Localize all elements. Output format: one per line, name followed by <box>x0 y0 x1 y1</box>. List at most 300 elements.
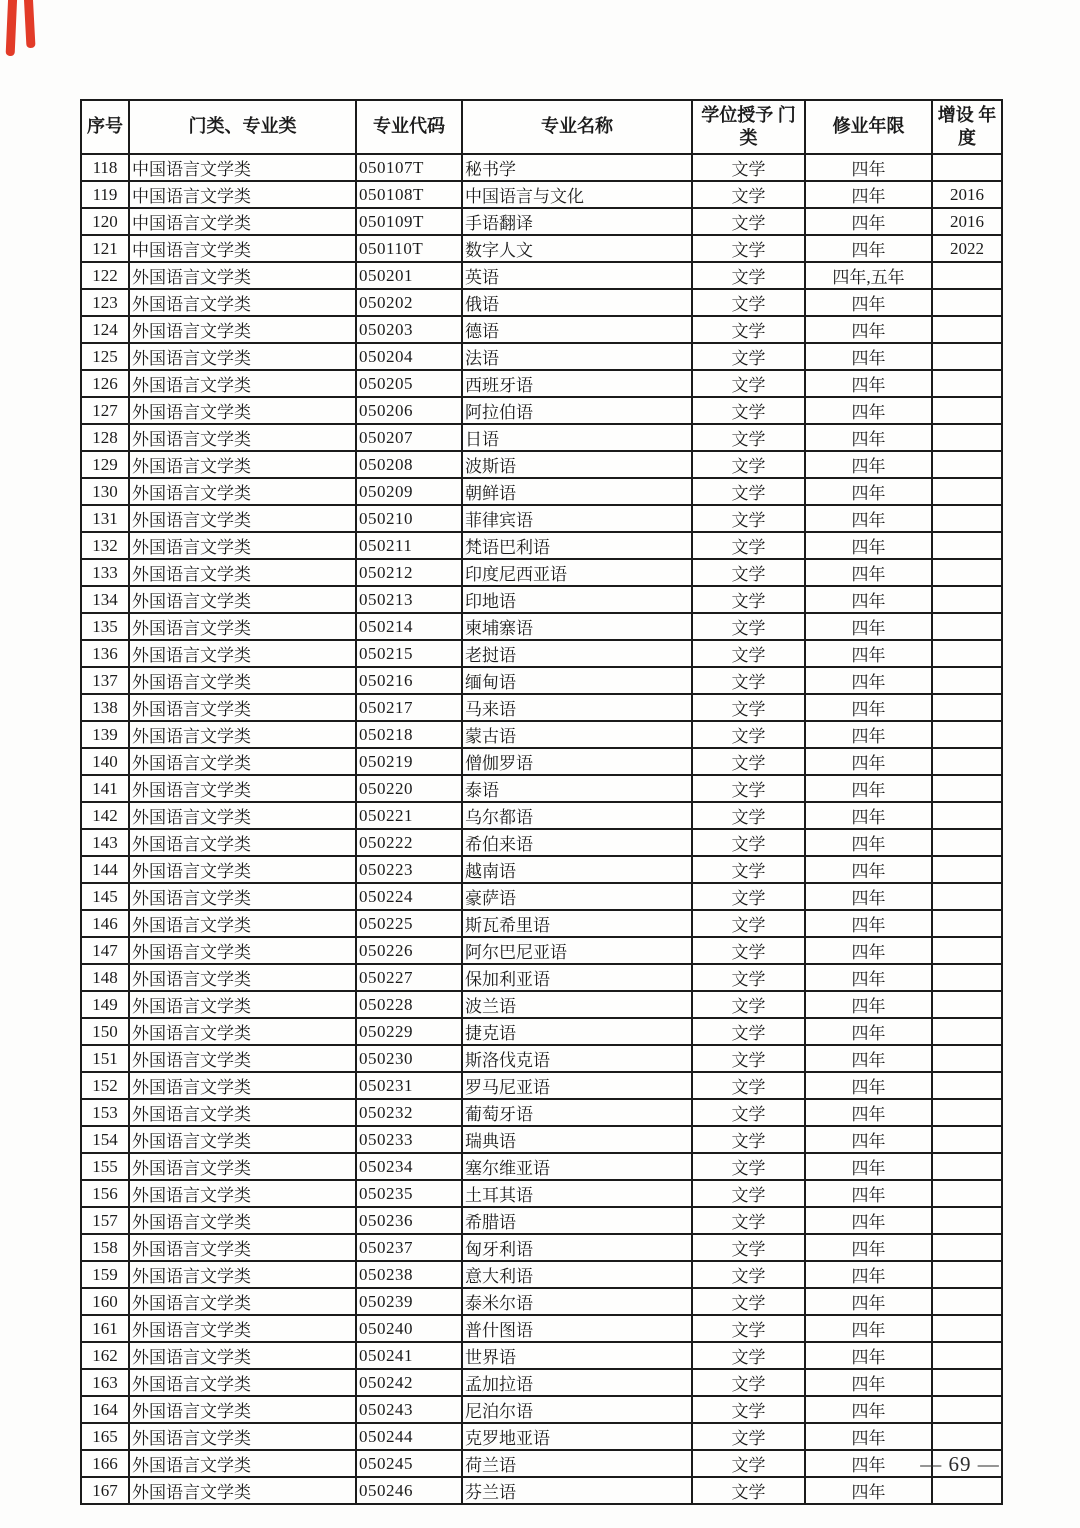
cell-code: 050219 <box>356 748 462 775</box>
cell-year <box>932 1153 1002 1180</box>
table-row <box>81 1369 1002 1396</box>
cell-duration: 四年 <box>805 1450 932 1477</box>
cell-name: 越南语 <box>462 856 692 883</box>
cell-year: 2016 <box>932 208 1002 235</box>
cell-name: 缅甸语 <box>462 667 692 694</box>
cell-year <box>932 802 1002 829</box>
cell-degree: 文学 <box>692 154 805 181</box>
cell-name: 泰米尔语 <box>462 1288 692 1315</box>
cell-index: 132 <box>81 532 129 559</box>
cell-duration: 四年 <box>805 505 932 532</box>
cell-duration: 四年 <box>805 1261 932 1288</box>
cell-code: 050232 <box>356 1099 462 1126</box>
cell-index: 151 <box>81 1045 129 1072</box>
cell-degree: 文学 <box>692 478 805 505</box>
cell-degree: 文学 <box>692 1315 805 1342</box>
red-stroke-mark <box>23 0 35 48</box>
cell-category: 外国语言文学类 <box>129 1477 356 1504</box>
cell-name: 日语 <box>462 424 692 451</box>
cell-degree: 文学 <box>692 343 805 370</box>
table-row <box>81 1450 1002 1477</box>
cell-category: 外国语言文学类 <box>129 505 356 532</box>
cell-index: 121 <box>81 235 129 262</box>
cell-name: 荷兰语 <box>462 1450 692 1477</box>
cell-code: 050109T <box>356 208 462 235</box>
table-row <box>81 424 1002 451</box>
cell-duration: 四年 <box>805 181 932 208</box>
table-row <box>81 640 1002 667</box>
cell-duration: 四年 <box>805 1099 932 1126</box>
cell-name: 俄语 <box>462 289 692 316</box>
cell-name: 尼泊尔语 <box>462 1396 692 1423</box>
cell-index: 143 <box>81 829 129 856</box>
cell-index: 159 <box>81 1261 129 1288</box>
cell-code: 050225 <box>356 910 462 937</box>
table-row <box>81 667 1002 694</box>
cell-degree: 文学 <box>692 1288 805 1315</box>
table-body <box>81 154 1002 1504</box>
table-row <box>81 1180 1002 1207</box>
cell-degree: 文学 <box>692 451 805 478</box>
cell-duration: 四年 <box>805 451 932 478</box>
table-row <box>81 1261 1002 1288</box>
cell-code: 050201 <box>356 262 462 289</box>
cell-name: 秘书学 <box>462 154 692 181</box>
cell-degree: 文学 <box>692 370 805 397</box>
cell-duration: 四年 <box>805 1018 932 1045</box>
cell-name: 罗马尼亚语 <box>462 1072 692 1099</box>
cell-duration: 四年 <box>805 1369 932 1396</box>
cell-year <box>932 721 1002 748</box>
cell-code: 050217 <box>356 694 462 721</box>
cell-code: 050209 <box>356 478 462 505</box>
cell-code: 050214 <box>356 613 462 640</box>
cell-name: 意大利语 <box>462 1261 692 1288</box>
cell-category: 外国语言文学类 <box>129 1315 356 1342</box>
cell-duration: 四年 <box>805 1477 932 1504</box>
cell-degree: 文学 <box>692 1045 805 1072</box>
cell-year <box>932 640 1002 667</box>
cell-name: 普什图语 <box>462 1315 692 1342</box>
cell-index: 164 <box>81 1396 129 1423</box>
cell-code: 050221 <box>356 802 462 829</box>
cell-year <box>932 154 1002 181</box>
cell-index: 119 <box>81 181 129 208</box>
cell-name: 波斯语 <box>462 451 692 478</box>
cell-code: 050245 <box>356 1450 462 1477</box>
cell-category: 外国语言文学类 <box>129 262 356 289</box>
table-row <box>81 964 1002 991</box>
cell-name: 老挝语 <box>462 640 692 667</box>
cell-name: 希腊语 <box>462 1207 692 1234</box>
cell-index: 163 <box>81 1369 129 1396</box>
cell-name: 匈牙利语 <box>462 1234 692 1261</box>
table-row <box>81 586 1002 613</box>
cell-category: 外国语言文学类 <box>129 1261 356 1288</box>
cell-duration: 四年 <box>805 1045 932 1072</box>
cell-code: 050205 <box>356 370 462 397</box>
cell-degree: 文学 <box>692 1423 805 1450</box>
cell-code: 050244 <box>356 1423 462 1450</box>
cell-year <box>932 991 1002 1018</box>
cell-category: 中国语言文学类 <box>129 208 356 235</box>
cell-duration: 四年 <box>805 586 932 613</box>
cell-category: 外国语言文学类 <box>129 1099 356 1126</box>
cell-code: 050215 <box>356 640 462 667</box>
cell-duration: 四年 <box>805 343 932 370</box>
cell-code: 050216 <box>356 667 462 694</box>
cell-category: 外国语言文学类 <box>129 532 356 559</box>
cell-index: 129 <box>81 451 129 478</box>
cell-duration: 四年 <box>805 694 932 721</box>
cell-degree: 文学 <box>692 1180 805 1207</box>
cell-duration: 四年 <box>805 721 932 748</box>
cell-duration: 四年 <box>805 829 932 856</box>
table-row <box>81 613 1002 640</box>
table-row <box>81 532 1002 559</box>
cell-duration: 四年 <box>805 1396 932 1423</box>
cell-year <box>932 1342 1002 1369</box>
cell-name: 朝鲜语 <box>462 478 692 505</box>
cell-duration: 四年 <box>805 1180 932 1207</box>
cell-code: 050203 <box>356 316 462 343</box>
cell-year <box>932 856 1002 883</box>
cell-degree: 文学 <box>692 910 805 937</box>
cell-year <box>932 613 1002 640</box>
cell-code: 050107T <box>356 154 462 181</box>
cell-degree: 文学 <box>692 316 805 343</box>
table-row <box>81 1126 1002 1153</box>
cell-year <box>932 1072 1002 1099</box>
cell-category: 中国语言文学类 <box>129 154 356 181</box>
cell-degree: 文学 <box>692 1450 805 1477</box>
table-row <box>81 316 1002 343</box>
cell-code: 050241 <box>356 1342 462 1369</box>
table-row <box>81 910 1002 937</box>
table-row <box>81 1045 1002 1072</box>
cell-name: 手语翻译 <box>462 208 692 235</box>
cell-duration: 四年 <box>805 802 932 829</box>
cell-name: 印度尼西亚语 <box>462 559 692 586</box>
cell-name: 豪萨语 <box>462 883 692 910</box>
cell-name: 法语 <box>462 343 692 370</box>
cell-index: 131 <box>81 505 129 532</box>
cell-index: 161 <box>81 1315 129 1342</box>
cell-degree: 文学 <box>692 235 805 262</box>
cell-year <box>932 1234 1002 1261</box>
cell-name: 英语 <box>462 262 692 289</box>
cell-name: 阿尔巴尼亚语 <box>462 937 692 964</box>
cell-duration: 四年 <box>805 775 932 802</box>
cell-degree: 文学 <box>692 775 805 802</box>
cell-duration: 四年 <box>805 370 932 397</box>
col-header-index: 序号 <box>81 100 129 154</box>
cell-year <box>932 1423 1002 1450</box>
col-header-category: 门类、专业类 <box>129 100 356 154</box>
cell-degree: 文学 <box>692 613 805 640</box>
cell-name: 阿拉伯语 <box>462 397 692 424</box>
cell-category: 外国语言文学类 <box>129 694 356 721</box>
cell-index: 158 <box>81 1234 129 1261</box>
cell-degree: 文学 <box>692 586 805 613</box>
cell-index: 156 <box>81 1180 129 1207</box>
table-row <box>81 1153 1002 1180</box>
cell-degree: 文学 <box>692 883 805 910</box>
cell-year <box>932 289 1002 316</box>
cell-category: 外国语言文学类 <box>129 1018 356 1045</box>
cell-year <box>932 694 1002 721</box>
cell-year <box>932 1045 1002 1072</box>
table-row <box>81 262 1002 289</box>
cell-category: 外国语言文学类 <box>129 721 356 748</box>
cell-year <box>932 1261 1002 1288</box>
cell-degree: 文学 <box>692 559 805 586</box>
cell-category: 外国语言文学类 <box>129 1045 356 1072</box>
cell-duration: 四年 <box>805 1072 932 1099</box>
cell-name: 世界语 <box>462 1342 692 1369</box>
table-row <box>81 991 1002 1018</box>
cell-index: 165 <box>81 1423 129 1450</box>
cell-duration: 四年 <box>805 208 932 235</box>
table-row <box>81 937 1002 964</box>
cell-index: 150 <box>81 1018 129 1045</box>
cell-year <box>932 1207 1002 1234</box>
cell-index: 154 <box>81 1126 129 1153</box>
cell-year <box>932 478 1002 505</box>
majors-catalog-table <box>80 99 1003 1505</box>
cell-code: 050229 <box>356 1018 462 1045</box>
cell-index: 126 <box>81 370 129 397</box>
col-header-degree: 学位授予 门类 <box>692 100 805 154</box>
table-row <box>81 748 1002 775</box>
table-row <box>81 1234 1002 1261</box>
cell-degree: 文学 <box>692 1369 805 1396</box>
table-row <box>81 505 1002 532</box>
table-row <box>81 1099 1002 1126</box>
cell-index: 120 <box>81 208 129 235</box>
cell-degree: 文学 <box>692 1153 805 1180</box>
table-header <box>81 100 1002 154</box>
cell-category: 外国语言文学类 <box>129 343 356 370</box>
cell-duration: 四年 <box>805 640 932 667</box>
cell-name: 希伯来语 <box>462 829 692 856</box>
cell-code: 050108T <box>356 181 462 208</box>
cell-category: 外国语言文学类 <box>129 289 356 316</box>
cell-name: 土耳其语 <box>462 1180 692 1207</box>
cell-duration: 四年 <box>805 991 932 1018</box>
cell-duration: 四年 <box>805 1423 932 1450</box>
table-row <box>81 1018 1002 1045</box>
cell-index: 146 <box>81 910 129 937</box>
cell-code: 050220 <box>356 775 462 802</box>
table-row <box>81 397 1002 424</box>
cell-index: 148 <box>81 964 129 991</box>
cell-code: 050233 <box>356 1126 462 1153</box>
cell-year <box>932 964 1002 991</box>
cell-category: 外国语言文学类 <box>129 964 356 991</box>
cell-category: 外国语言文学类 <box>129 775 356 802</box>
cell-category: 外国语言文学类 <box>129 1153 356 1180</box>
cell-index: 144 <box>81 856 129 883</box>
cell-code: 050238 <box>356 1261 462 1288</box>
cell-name: 泰语 <box>462 775 692 802</box>
cell-category: 外国语言文学类 <box>129 1207 356 1234</box>
cell-category: 外国语言文学类 <box>129 397 356 424</box>
cell-index: 127 <box>81 397 129 424</box>
cell-year <box>932 667 1002 694</box>
cell-name: 斯洛伐克语 <box>462 1045 692 1072</box>
table-header-row <box>81 100 1002 154</box>
cell-name: 数字人文 <box>462 235 692 262</box>
cell-year <box>932 559 1002 586</box>
cell-category: 外国语言文学类 <box>129 991 356 1018</box>
table-row <box>81 181 1002 208</box>
cell-duration: 四年 <box>805 1153 932 1180</box>
table-row <box>81 478 1002 505</box>
cell-name: 西班牙语 <box>462 370 692 397</box>
cell-name: 塞尔维亚语 <box>462 1153 692 1180</box>
table-row <box>81 1342 1002 1369</box>
cell-degree: 文学 <box>692 667 805 694</box>
cell-category: 外国语言文学类 <box>129 613 356 640</box>
col-header-code: 专业代码 <box>356 100 462 154</box>
cell-index: 134 <box>81 586 129 613</box>
cell-year <box>932 829 1002 856</box>
cell-duration: 四年 <box>805 316 932 343</box>
cell-duration: 四年,五年 <box>805 262 932 289</box>
cell-year <box>932 937 1002 964</box>
table-row <box>81 721 1002 748</box>
cell-name: 乌尔都语 <box>462 802 692 829</box>
cell-category: 外国语言文学类 <box>129 370 356 397</box>
cell-degree: 文学 <box>692 829 805 856</box>
cell-name: 克罗地亚语 <box>462 1423 692 1450</box>
cell-category: 外国语言文学类 <box>129 316 356 343</box>
cell-index: 125 <box>81 343 129 370</box>
cell-index: 124 <box>81 316 129 343</box>
cell-name: 印地语 <box>462 586 692 613</box>
cell-category: 外国语言文学类 <box>129 1072 356 1099</box>
cell-degree: 文学 <box>692 208 805 235</box>
cell-category: 外国语言文学类 <box>129 1126 356 1153</box>
cell-index: 128 <box>81 424 129 451</box>
cell-degree: 文学 <box>692 1477 805 1504</box>
cell-duration: 四年 <box>805 1288 932 1315</box>
cell-index: 162 <box>81 1342 129 1369</box>
cell-duration: 四年 <box>805 532 932 559</box>
cell-duration: 四年 <box>805 1126 932 1153</box>
cell-duration: 四年 <box>805 289 932 316</box>
cell-index: 135 <box>81 613 129 640</box>
cell-name: 柬埔寨语 <box>462 613 692 640</box>
table-row <box>81 1207 1002 1234</box>
cell-degree: 文学 <box>692 1342 805 1369</box>
col-header-year: 增设 年度 <box>932 100 1002 154</box>
cell-year <box>932 748 1002 775</box>
table-row <box>81 1396 1002 1423</box>
cell-index: 149 <box>81 991 129 1018</box>
cell-year <box>932 343 1002 370</box>
cell-index: 138 <box>81 694 129 721</box>
cell-index: 152 <box>81 1072 129 1099</box>
cell-duration: 四年 <box>805 397 932 424</box>
cell-duration: 四年 <box>805 937 932 964</box>
cell-degree: 文学 <box>692 721 805 748</box>
cell-name: 葡萄牙语 <box>462 1099 692 1126</box>
table-row <box>81 1477 1002 1504</box>
cell-category: 外国语言文学类 <box>129 856 356 883</box>
cell-index: 139 <box>81 721 129 748</box>
cell-year <box>932 1099 1002 1126</box>
cell-category: 外国语言文学类 <box>129 667 356 694</box>
cell-index: 123 <box>81 289 129 316</box>
cell-code: 050231 <box>356 1072 462 1099</box>
cell-duration: 四年 <box>805 235 932 262</box>
cell-code: 050222 <box>356 829 462 856</box>
cell-category: 中国语言文学类 <box>129 181 356 208</box>
red-stroke-mark <box>6 0 18 56</box>
cell-year <box>932 1018 1002 1045</box>
cell-duration: 四年 <box>805 1207 932 1234</box>
cell-index: 142 <box>81 802 129 829</box>
cell-category: 外国语言文学类 <box>129 937 356 964</box>
cell-name: 僧伽罗语 <box>462 748 692 775</box>
cell-category: 外国语言文学类 <box>129 451 356 478</box>
cell-name: 芬兰语 <box>462 1477 692 1504</box>
page-number: — 69 — <box>920 1452 1000 1476</box>
cell-year <box>932 883 1002 910</box>
table-row <box>81 154 1002 181</box>
cell-year <box>932 1126 1002 1153</box>
col-header-name: 专业名称 <box>462 100 692 154</box>
table-row <box>81 856 1002 883</box>
table-row <box>81 559 1002 586</box>
table-row <box>81 451 1002 478</box>
cell-code: 050218 <box>356 721 462 748</box>
cell-index: 155 <box>81 1153 129 1180</box>
cell-index: 166 <box>81 1450 129 1477</box>
cell-code: 050204 <box>356 343 462 370</box>
cell-degree: 文学 <box>692 856 805 883</box>
cell-code: 050223 <box>356 856 462 883</box>
cell-degree: 文学 <box>692 1072 805 1099</box>
cell-code: 050230 <box>356 1045 462 1072</box>
cell-year <box>932 1180 1002 1207</box>
cell-index: 160 <box>81 1288 129 1315</box>
cell-duration: 四年 <box>805 883 932 910</box>
cell-duration: 四年 <box>805 424 932 451</box>
cell-degree: 文学 <box>692 937 805 964</box>
table-row <box>81 802 1002 829</box>
cell-duration: 四年 <box>805 613 932 640</box>
cell-degree: 文学 <box>692 1126 805 1153</box>
cell-category: 外国语言文学类 <box>129 910 356 937</box>
cell-duration: 四年 <box>805 559 932 586</box>
cell-duration: 四年 <box>805 856 932 883</box>
cell-name: 菲律宾语 <box>462 505 692 532</box>
cell-category: 外国语言文学类 <box>129 829 356 856</box>
table-row <box>81 829 1002 856</box>
cell-degree: 文学 <box>692 1261 805 1288</box>
cell-name: 德语 <box>462 316 692 343</box>
cell-index: 167 <box>81 1477 129 1504</box>
cell-code: 050224 <box>356 883 462 910</box>
cell-year <box>932 775 1002 802</box>
cell-code: 050227 <box>356 964 462 991</box>
cell-degree: 文学 <box>692 640 805 667</box>
table-row <box>81 208 1002 235</box>
cell-index: 140 <box>81 748 129 775</box>
